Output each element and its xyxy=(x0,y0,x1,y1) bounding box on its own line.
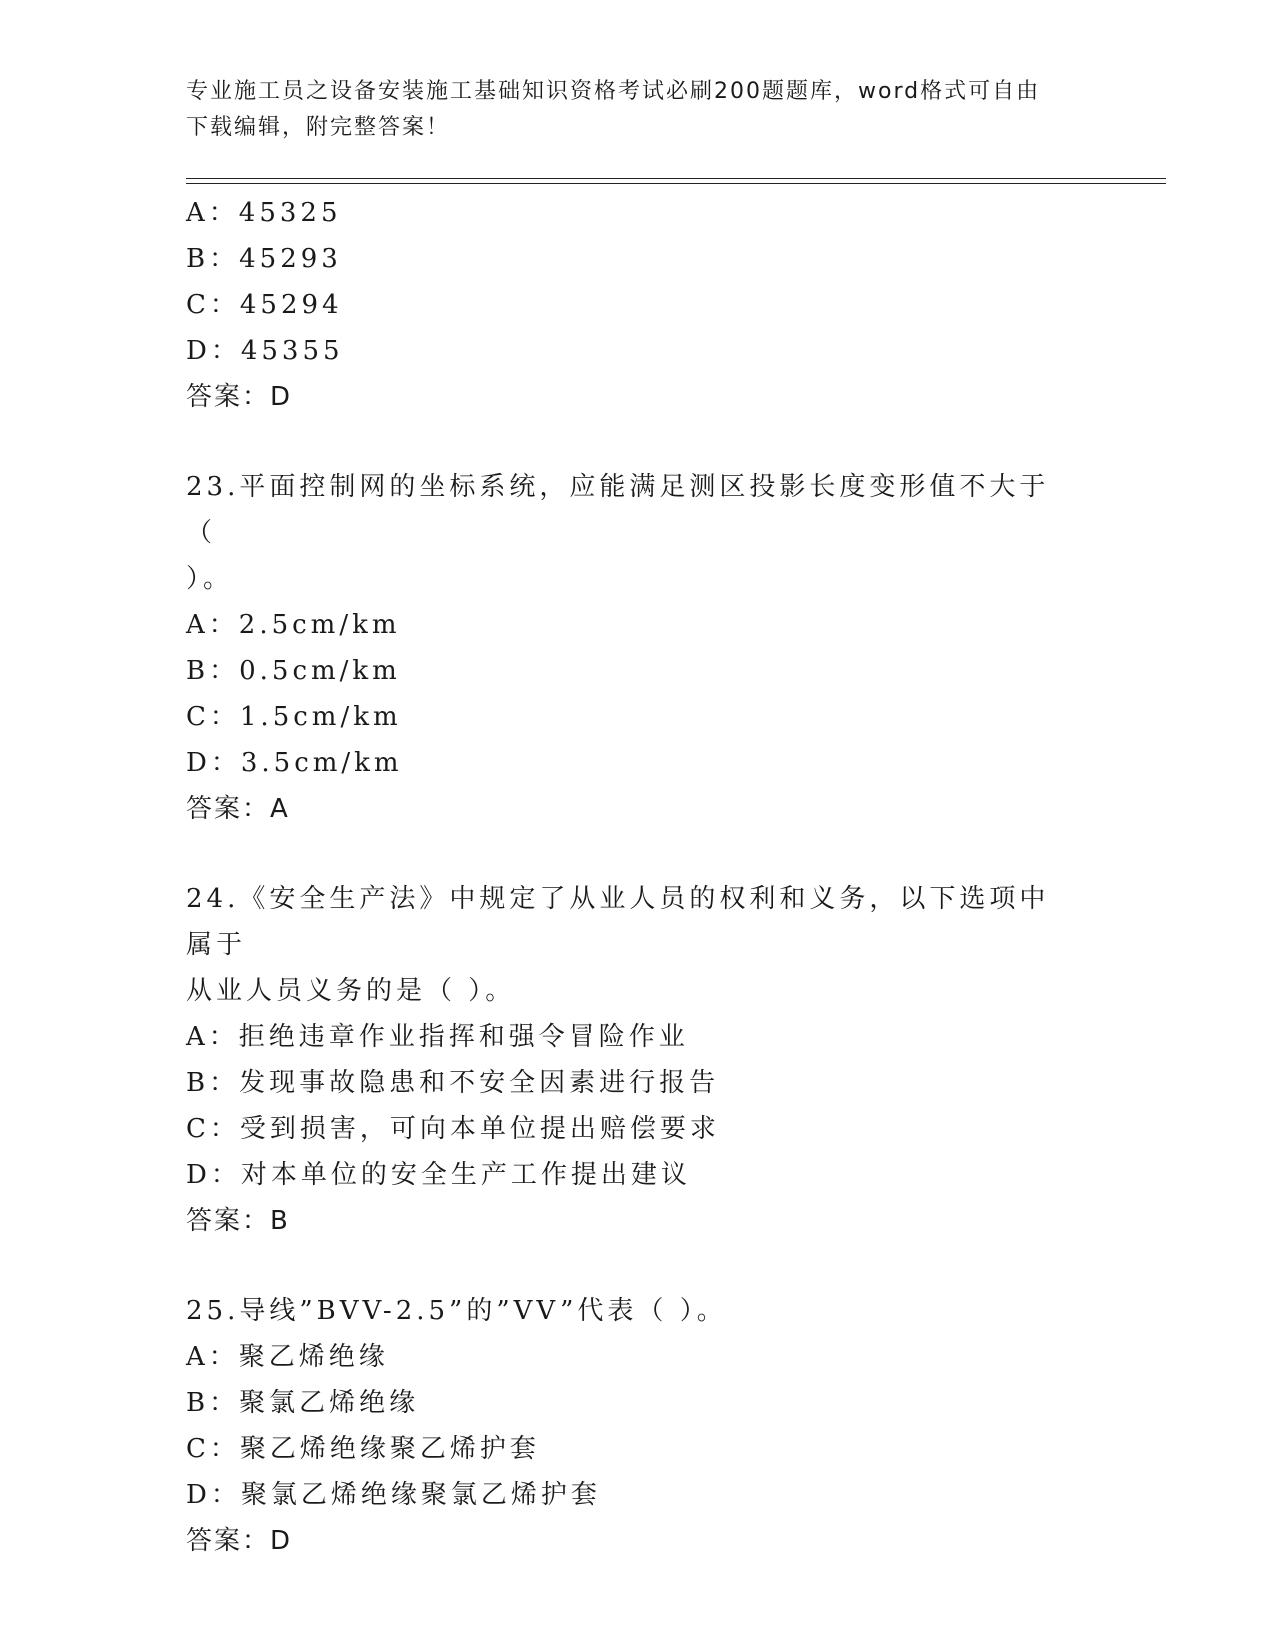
answer: 答案：A xyxy=(186,794,290,824)
option-d: D：对本单位的安全生产工作提出建议 xyxy=(186,1160,691,1190)
question-22 xyxy=(186,190,1086,420)
question-stem-line-2: 从业人员义务的是（ ）。 xyxy=(186,976,516,1006)
header-line-2: 下载编辑，附完整答案！ xyxy=(186,115,451,140)
option-a: A：拒绝违章作业指挥和强令冒险作业 xyxy=(186,1022,689,1052)
question-stem-line-1: 25.导线”BVV-2.5”的”VV”代表（ ）。 xyxy=(186,1296,727,1326)
answer: 答案：B xyxy=(186,1206,290,1236)
option-c: C：聚乙烯绝缘聚乙烯护套 xyxy=(186,1434,540,1464)
question-25 xyxy=(186,1288,1086,1564)
option-b: B：0.5cm/km xyxy=(186,656,401,686)
question-stem xyxy=(186,464,1066,602)
option-c: C：1.5cm/km xyxy=(186,702,402,732)
option-b: B：聚氯乙烯绝缘 xyxy=(186,1388,420,1418)
option-b: B：发现事故隐患和不安全因素进行报告 xyxy=(186,1068,720,1098)
question-stem-line-1: 23.平面控制网的坐标系统，应能满足测区投影长度变形值不大于（ xyxy=(186,472,1050,548)
answer: 答案：D xyxy=(186,382,293,412)
header-line-1: 专业施工员之设备安装施工基础知识资格考试必刷200题题库，word格式可自由 xyxy=(186,79,1041,104)
question-24 xyxy=(186,876,1086,1244)
document-header xyxy=(186,74,1086,146)
option-d: D：聚氯乙烯绝缘聚氯乙烯护套 xyxy=(186,1480,601,1510)
option-d: D：3.5cm/km xyxy=(186,748,403,778)
question-stem xyxy=(186,876,1066,1014)
option-a: A：45325 xyxy=(186,198,342,228)
answer: 答案：D xyxy=(186,1526,293,1556)
question-list xyxy=(186,190,1086,1564)
question-stem xyxy=(186,1288,1066,1334)
question-stem-line-2: ）。 xyxy=(186,564,234,594)
option-a: A：2.5cm/km xyxy=(186,610,401,640)
header-divider xyxy=(186,178,1166,184)
option-d: D：45355 xyxy=(186,336,344,366)
question-23 xyxy=(186,464,1086,832)
option-a: A：聚乙烯绝缘 xyxy=(186,1342,389,1372)
option-c: C：45294 xyxy=(186,290,343,320)
option-c: C：受到损害，可向本单位提出赔偿要求 xyxy=(186,1114,720,1144)
option-b: B：45293 xyxy=(186,244,342,274)
question-stem-line-1: 24.《安全生产法》中规定了从业人员的权利和义务，以下选项中属于 xyxy=(186,884,1050,960)
